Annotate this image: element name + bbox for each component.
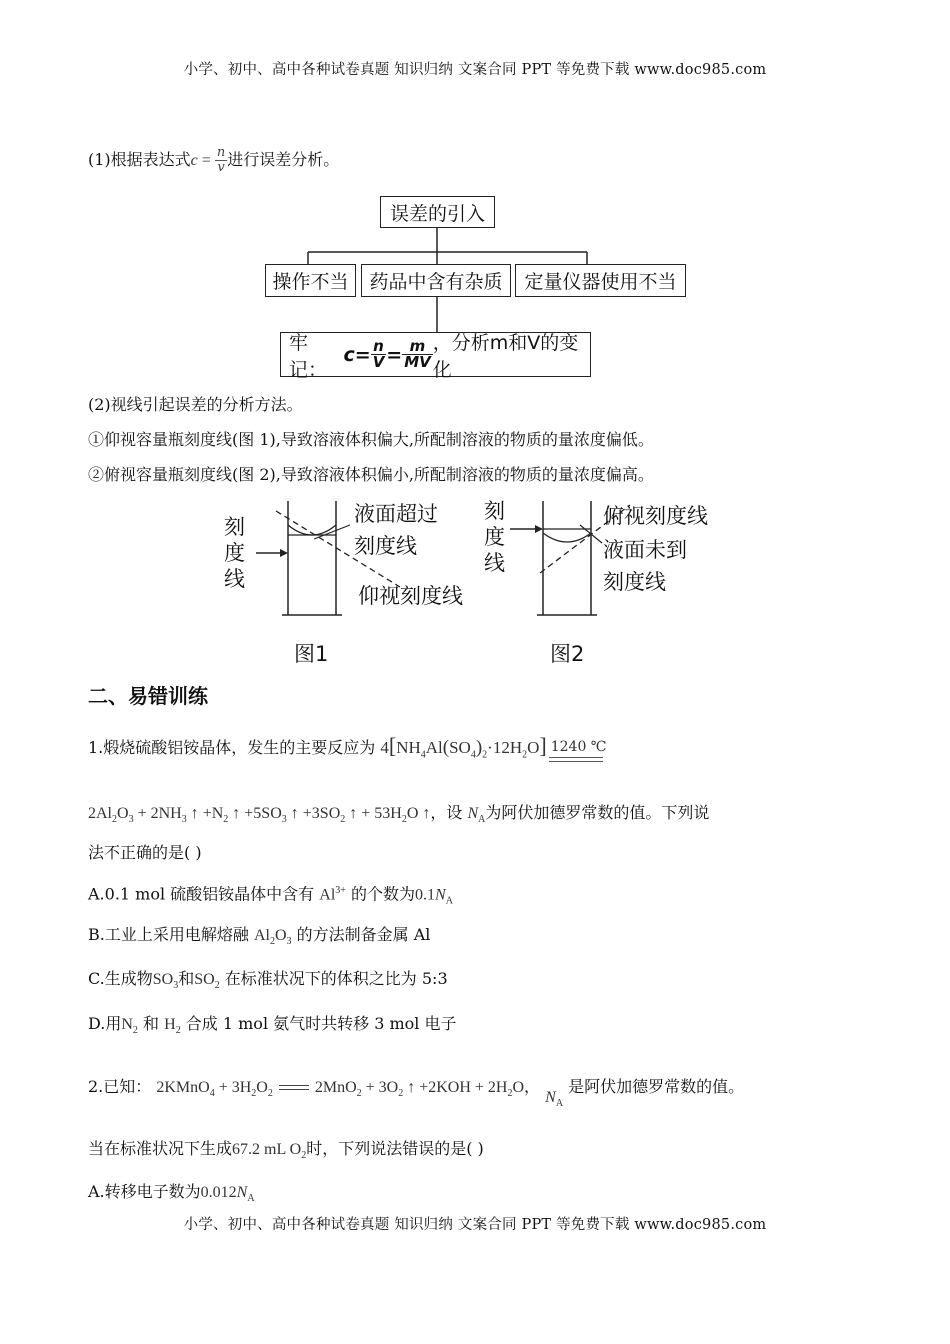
q1-stem-text: 1.煅烧硫酸铝铵晶体，发生的主要反应为 <box>88 738 376 757</box>
fig1-label-above: 液面超过 <box>354 502 438 526</box>
paragraph-expression <box>88 146 339 175</box>
remember-fraction-mmv <box>402 339 433 370</box>
na-subscript: A <box>247 1193 255 1205</box>
flow-box-operation-label: 操作不当 <box>272 271 349 293</box>
option-a-ion-charge: 3+ <box>335 885 346 896</box>
option-d-text: D.用 <box>88 1014 122 1033</box>
text: 进行误差分析。 <box>227 150 340 169</box>
q2-stem2-suffix: 时，下列说法错误的是( ) <box>306 1139 484 1158</box>
fig2-label-below: 液面未到 <box>603 538 687 562</box>
q1-option-a[interactable] <box>88 880 453 913</box>
fig1-side-label <box>224 514 245 592</box>
fig2-side-label <box>484 498 505 576</box>
flow-box-instrument-label: 定量仪器使用不当 <box>524 271 677 293</box>
remember-suffix: ，分析m和V的变化 <box>432 331 579 381</box>
page-footer: 小学、初中、高中各种试卷真题 知识归纳 文案合同 PPT 等免费下载 www.doc985.com <box>183 1217 767 1233</box>
option-c-text: C.生成物 <box>88 969 153 988</box>
na-symbol: N <box>435 886 446 904</box>
q2-stem-suffix: 是阿伏加德罗常数的值。 <box>568 1077 745 1096</box>
option-d-mid: 和 <box>143 1014 160 1033</box>
option-b-suffix: 的方法制备金属 Al <box>296 925 431 944</box>
q2-option-a-text: A.转移电子数为 <box>88 1182 201 1201</box>
q1-option-c[interactable] <box>88 968 448 997</box>
option-c-suffix: 在标准状况下的体积之比为 5:3 <box>224 969 448 988</box>
na-symbol: N <box>545 1089 556 1106</box>
option-a-mid: 的个数为 <box>351 884 416 904</box>
nv-numerator: n <box>371 339 387 355</box>
formula-eq: = <box>197 152 215 169</box>
paragraph-2: (2)视线引起误差的分析方法。 <box>88 395 303 414</box>
q2-stem-line1: 2.已知： 2KMnO$_4$ + $3H_2O_2$ $2MnO_2 + 3O_2$ ↑ $+2KOH + 2H_2O$， $N_A$ 是阿伏加德罗常数的值。 <box>88 1077 745 1110</box>
fraction-denominator: v <box>217 160 225 175</box>
q2-equation: 2KMnO$_4$ + $3H_2O_2$ $2MnO_2 + 3O_2$ ↑ $+2KOH + 2H_2O$ <box>156 1079 525 1100</box>
text: (1)根据表达式 <box>88 150 191 169</box>
q1-stem-line2 <box>88 802 709 831</box>
nv-denominator: V <box>372 353 385 371</box>
fig2-side-char: 度 <box>484 525 505 549</box>
q1-stem-line1 <box>88 735 605 766</box>
fig1-label-upward: 仰视刻度线 <box>358 584 463 608</box>
fig1-side-char: 线 <box>224 567 245 591</box>
fig1-side-char: 度 <box>224 541 245 565</box>
flow-box-operation <box>265 264 356 297</box>
option-a-text: A.0.1 mol 硫酸铝铵晶体中含有 <box>88 884 315 904</box>
option-c-so2: $SO_2$ <box>194 971 220 992</box>
option-c-so3: $SO_3$ <box>152 971 179 992</box>
option-d-h2: $H_2$ <box>164 1016 181 1037</box>
option-d-n2: $N_2$ <box>121 1016 138 1037</box>
remember-eq: = <box>386 343 403 366</box>
flow-box-impurity-label: 药品中含有杂质 <box>369 271 503 293</box>
na-subscript: A <box>478 814 486 826</box>
q1-reactant: $4[NH_4Al(SO_4)_2\cdot 12H_2O]$ <box>380 733 547 761</box>
fig2-side-char: 刻 <box>484 499 505 523</box>
q1-stem-line3: 法不正确的是( ) <box>88 843 202 862</box>
mmv-denominator: MV <box>404 353 431 371</box>
q1-option-b[interactable] <box>88 924 430 953</box>
q1-products: $2Al_2O_3 + 2NH_3$ ↑ $+N_2$ ↑ $+5SO_3$ ↑ $+3SO_2$ ↑ + $53H_2O$ ↑ <box>88 805 431 826</box>
q1-condition-text: 1240 ℃ <box>550 739 607 756</box>
na-subscript: A <box>555 1098 564 1110</box>
option-b-text: B.工业上采用电解熔融 <box>88 925 249 944</box>
flow-box-impurity <box>361 264 511 297</box>
q2-amount: 67.2 mL O <box>232 1141 302 1158</box>
fig2-caption: 图2 <box>550 642 585 666</box>
q2-amount-sub: 2 <box>301 1150 307 1162</box>
flow-box-instrument <box>515 264 686 297</box>
flow-box-remember <box>280 331 591 381</box>
fraction-numerator: n <box>216 145 226 160</box>
option-b-formula: $Al_2O_3$ <box>253 927 292 948</box>
option-c-mid: 和 <box>178 969 195 988</box>
remember-label: 牢记： <box>289 331 328 381</box>
q2-option-a[interactable] <box>88 1181 255 1210</box>
q2-stem-text: 2.已知： <box>88 1077 152 1096</box>
q2-stem2-text: 当在标准状况下生成 <box>88 1139 233 1158</box>
formula-fraction <box>215 146 227 175</box>
q1-stem-tail: 为阿伏加德罗常数的值。下列说 <box>485 803 710 822</box>
fig1-side-char: 刻 <box>224 515 245 539</box>
paragraph-4: ②俯视容量瓶刻度线(图 2),导致溶液体积偏小,所配制溶液的物质的量浓度偏高。 <box>88 465 654 484</box>
page-header: 小学、初中、高中各种试卷真题 知识归纳 文案合同 PPT 等免费下载 www.doc985.com <box>183 62 767 78</box>
fig2-label-line: 刻度线 <box>603 570 666 594</box>
na-symbol: N <box>467 805 479 822</box>
mmv-numerator: m <box>402 339 433 355</box>
fig1-label-line: 刻度线 <box>354 534 417 558</box>
paragraph-3: ①仰视容量瓶刻度线(图 1),导致溶液体积偏大,所配制溶液的物质的量浓度偏低。 <box>88 430 654 449</box>
na-subscript: A <box>445 895 453 907</box>
flow-box-top <box>380 196 495 228</box>
formula-c: c <box>190 152 198 169</box>
na-symbol: N <box>236 1184 248 1201</box>
remember-c: c= <box>343 343 371 366</box>
q1-option-d[interactable] <box>88 1013 457 1042</box>
fig2-label-downward: 俯视刻度线 <box>603 504 708 528</box>
q1-condition <box>547 736 605 766</box>
option-d-suffix: 合成 1 mol 氨气时共转移 3 mol 电子 <box>185 1014 457 1033</box>
q2-stem-line2 <box>88 1138 484 1167</box>
option-a-value: 0.1 <box>415 886 436 904</box>
section-title: 二、易错训练 <box>88 684 208 708</box>
remember-fraction-nv <box>371 339 387 370</box>
option-a-ion: Al <box>319 886 336 904</box>
q2-option-a-value: 0.012 <box>200 1184 237 1201</box>
q1-set-text: ，设 <box>430 803 463 822</box>
fig2-side-char: 线 <box>484 551 505 575</box>
fig1-caption: 图1 <box>294 642 329 666</box>
flow-box-top-label: 误差的引入 <box>389 202 485 225</box>
